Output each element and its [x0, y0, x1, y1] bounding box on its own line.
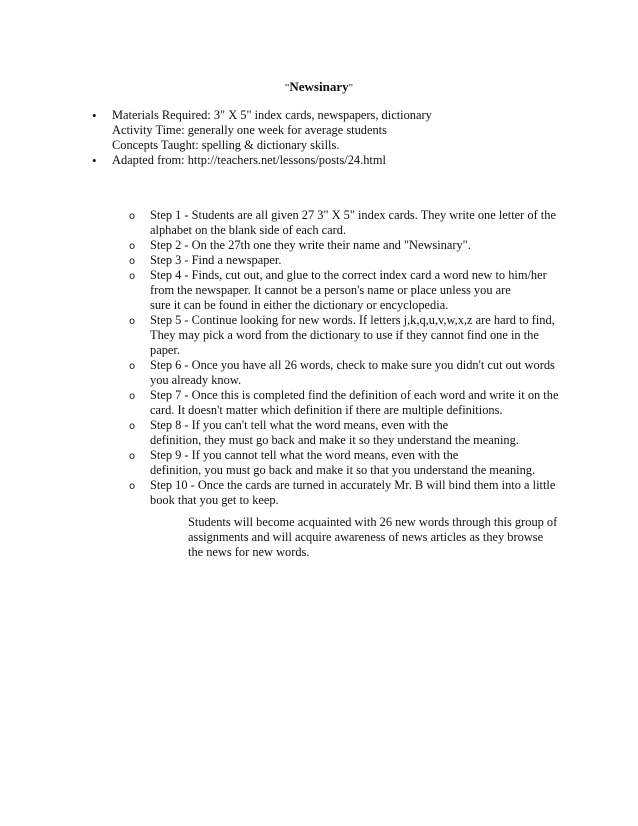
title-open-quote: " [284, 82, 290, 94]
step-item [129, 478, 570, 508]
sub-bullet-icon: o [129, 316, 136, 327]
step-text: Step 6 - Once you have all 26 words, check to make sure you didn't cut out words [150, 358, 555, 372]
materials-line: Materials Required: 3" X 5" index cards, newspapers, dictionary [112, 108, 432, 122]
step-text: Step 3 - Find a newspaper. [150, 253, 282, 267]
sub-bullet-icon: o [129, 271, 136, 282]
step-text: Step 9 - If you cannot tell what the word means, even with the [150, 448, 459, 462]
step-text: Step 8 - If you can't tell what the word means, even with the [150, 418, 449, 432]
step-text: alphabet on the blank side of each card. [150, 223, 347, 237]
step-item [129, 313, 570, 358]
title-close-quote: " [348, 82, 354, 94]
sub-bullet-icon: o [129, 481, 136, 492]
step-text: definition, you must go back and make it so that you understand the meaning. [150, 463, 536, 477]
step-item [129, 253, 570, 268]
summary-line: assignments and will acquire awareness of news articles as they browse [188, 530, 544, 544]
step-text: Step 2 - On the 27th one they write their name and "Newsinary". [150, 238, 471, 252]
step-text: Step 10 - Once the cards are turned in accurately Mr. B will bind them into a little [150, 478, 556, 492]
step-item [129, 208, 570, 238]
step-text: Step 7 - Once this is completed find the definition of each word and write it on the [150, 388, 559, 402]
sub-bullet-icon: o [129, 391, 136, 402]
step-item [129, 388, 570, 418]
step-text: you already know. [150, 373, 242, 387]
sub-bullet-icon: o [129, 211, 136, 222]
step-text: card. It doesn't matter which definition if there are multiple definitions. [150, 403, 503, 417]
bullet-icon: • [92, 108, 97, 123]
page-title [0, 79, 638, 96]
sub-bullet-icon: o [129, 241, 136, 252]
step-text: definition, they must go back and make it so they understand the meaning. [150, 433, 519, 447]
materials-item [92, 108, 572, 153]
step-text: from the newspaper. It cannot be a person's name or place unless you are [150, 283, 511, 297]
concepts-line: Concepts Taught: spelling & dictionary skills. [112, 138, 340, 152]
step-text: paper. [150, 343, 180, 357]
materials-list [92, 108, 572, 168]
step-item [129, 358, 570, 388]
steps-list [129, 208, 570, 508]
step-text: Step 5 - Continue looking for new words. If letters j,k,q,u,v,w,x,z are hard to find, [150, 313, 555, 327]
activity-time-line: Activity Time: generally one week for average students [112, 123, 387, 137]
step-text: They may pick a word from the dictionary to use if they cannot find one in the [150, 328, 539, 342]
step-text: sure it can be found in either the dictionary or encyclopedia. [150, 298, 449, 312]
step-item [129, 268, 570, 313]
summary-paragraph [188, 515, 578, 560]
step-text: Step 4 - Finds, cut out, and glue to the correct index card a word new to him/her [150, 268, 547, 282]
bullet-icon: • [92, 153, 97, 168]
sub-bullet-icon: o [129, 421, 136, 432]
source-item [92, 153, 572, 168]
sub-bullet-icon: o [129, 256, 136, 267]
title-text: Newsinary [289, 79, 349, 94]
sub-bullet-icon: o [129, 451, 136, 462]
step-item [129, 418, 570, 448]
step-item [129, 238, 570, 253]
summary-line: Students will become acquainted with 26 new words through this group of [188, 515, 558, 529]
sub-bullet-icon: o [129, 361, 136, 372]
step-item [129, 448, 570, 478]
step-text: book that you get to keep. [150, 493, 279, 507]
source-line: Adapted from: http://teachers.net/lessons/posts/24.html [112, 153, 386, 167]
summary-line: the news for new words. [188, 545, 310, 559]
step-text: Step 1 - Students are all given 27 3" X 5" index cards. They write one letter of the [150, 208, 556, 222]
